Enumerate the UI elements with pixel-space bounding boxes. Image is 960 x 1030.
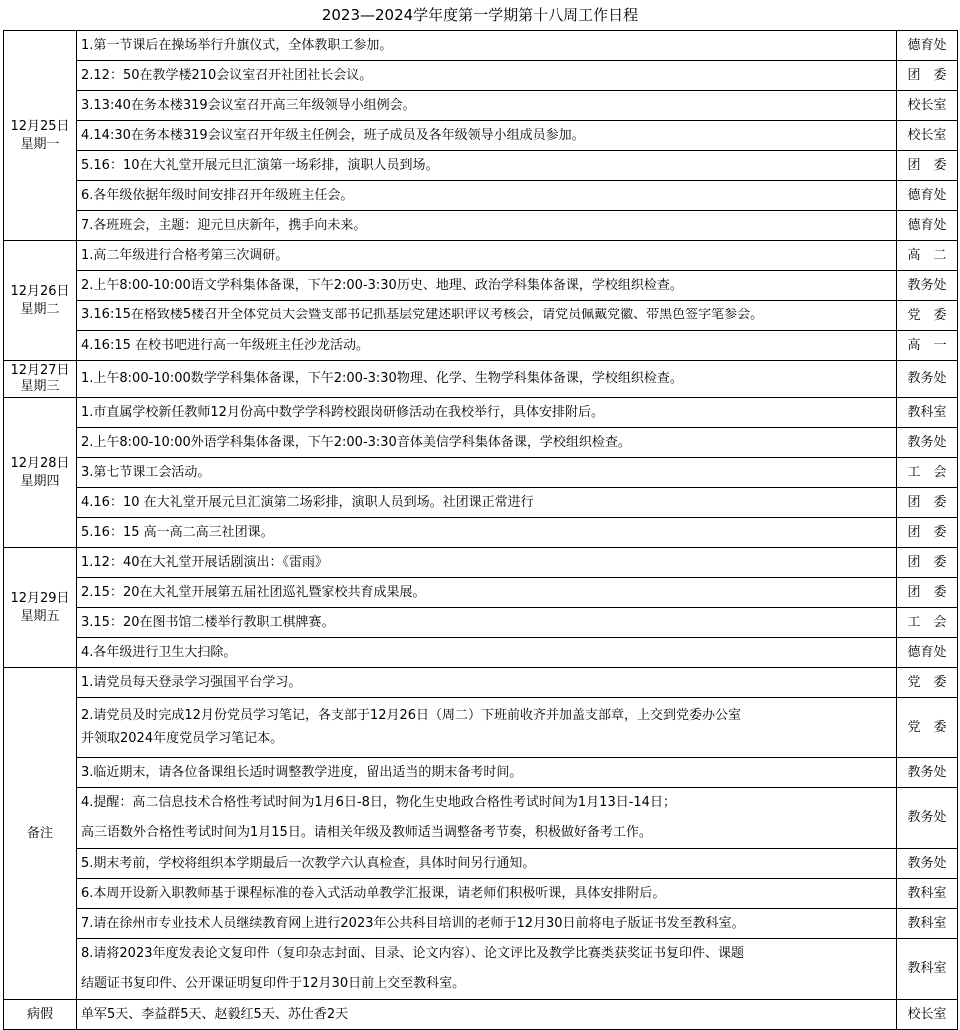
note-text: 3.临近期末，请各位备课组长适时调整教学进度，留出适当的期末备考时间。 — [77, 758, 897, 788]
day-date: 12月29日 — [10, 590, 70, 606]
task-text-wrapped — [77, 301, 897, 331]
task-dept: 团 委 — [897, 518, 958, 548]
task-text: 1.12：40在大礼堂开展话剧演出：《雷雨》 — [77, 548, 897, 578]
day-cell — [4, 548, 77, 668]
task-dept: 高 一 — [897, 331, 958, 361]
task-text: 1.第一节课后在操场举行升旗仪式，全体教职工参加。 — [77, 31, 897, 61]
note-line: 4.提醒：高二信息技术合格性考试时间为1月6日-8日，物化生史地政合格性考试时间为1月13日-14日； — [81, 795, 676, 810]
table-row — [4, 488, 958, 518]
note-line: 2.请党员及时完成12月份党员学习笔记，各支部于12月26日（周二）下班前收齐并加盖支部章，上交到党委办公室 — [81, 707, 742, 723]
note-dept: 教务处 — [897, 758, 958, 788]
task-text: 4.16：10 在大礼堂开展元旦汇演第二场彩排，演职人员到场。社团课正常进行 — [77, 488, 897, 518]
day-weekday: 星期四 — [20, 473, 60, 489]
table-row — [4, 758, 958, 788]
day-cell — [4, 398, 77, 548]
page-title: 2023—2024学年度第一学期第十八周工作日程 — [321, 6, 639, 24]
table-row — [4, 271, 958, 301]
task-dept: 团 委 — [897, 578, 958, 608]
note-line: 结题证书复印件、公开课证明复印件于12月30日前上交至教科室。 — [81, 976, 466, 991]
note-line: 8.请将2023年度发表论文复印件（复印杂志封面、目录、论文内容）、论文评比及教学比赛类获奖证书复印件、课题 — [81, 946, 744, 961]
task-dept: 教务处 — [897, 428, 958, 458]
day-weekday: 星期一 — [20, 136, 60, 152]
table-row — [4, 698, 958, 758]
note-text: 6.本周开设新入职教师基于课程标准的卷入式活动单教学汇报课，请老师们积极听课，具体安排附后。 — [77, 879, 897, 909]
task-dept: 教科室 — [897, 398, 958, 428]
table-row — [4, 849, 958, 879]
task-text: 2.12：50在教学楼210会议室召开社团社长会议。 — [77, 61, 897, 91]
task-dept: 团 委 — [897, 488, 958, 518]
note-text: 7.请在徐州市专业技术人员继续教育网上进行2023年公共科目培训的老师于12月30日前将电子版证书发至教科室。 — [77, 909, 897, 939]
table-row — [4, 1000, 958, 1030]
task-text: 3.16:15在格致楼5楼召开全体党员大会暨支部书记抓基层党建述职评议考核会，请党员佩戴党徽、带黑色签字笔参会。 — [81, 307, 764, 322]
table-row — [4, 398, 958, 428]
table-row — [4, 909, 958, 939]
note-text-multi — [77, 939, 897, 1000]
task-dept: 团 委 — [897, 151, 958, 181]
day-cell — [4, 31, 77, 241]
note-dept: 党 委 — [897, 698, 958, 758]
task-text: 5.16：10在大礼堂开展元旦汇演第一场彩排，演职人员到场。 — [77, 151, 897, 181]
day-date: 12月25日 — [10, 118, 70, 134]
note-text-multi — [77, 788, 897, 849]
task-text: 3.15：20在图书馆二楼举行教职工棋牌赛。 — [77, 608, 897, 638]
day-cell — [4, 361, 77, 398]
task-text: 1.市直属学校新任教师12月份高中数学学科跨校跟岗研修活动在我校举行，具体安排附后。 — [77, 398, 897, 428]
task-text: 6.各年级依据年级时间安排召开年级班主任会。 — [77, 181, 897, 211]
table-row — [4, 211, 958, 241]
table-row — [4, 879, 958, 909]
task-text: 4.各年级进行卫生大扫除。 — [77, 638, 897, 668]
table-row — [4, 548, 958, 578]
task-text: 2.上午8:00-10:00外语学科集体备课，下午2:00-3:30音体美信学科集体备课，学校组织检查。 — [77, 428, 897, 458]
table-row — [4, 241, 958, 271]
task-dept: 教务处 — [897, 361, 958, 398]
task-text: 1.高二年级进行合格考第三次调研。 — [77, 241, 897, 271]
task-text: 2.15：20在大礼堂开展第五届社团巡礼暨家校共育成果展。 — [77, 578, 897, 608]
table-row — [4, 61, 958, 91]
task-dept: 德育处 — [897, 31, 958, 61]
note-text-multi — [77, 698, 897, 758]
note-dept: 教科室 — [897, 939, 958, 1000]
schedule-table — [3, 30, 958, 1030]
table-row — [4, 939, 958, 1000]
day-date: 12月27日 — [10, 363, 70, 378]
table-row — [4, 638, 958, 668]
day-weekday: 星期五 — [20, 608, 60, 624]
table-row — [4, 361, 958, 398]
note-text: 5.期末考前，学校将组织本学期最后一次教学六认真检查，具体时间另行通知。 — [77, 849, 897, 879]
day-weekday: 星期三 — [20, 379, 60, 394]
table-row — [4, 121, 958, 151]
table-row — [4, 518, 958, 548]
note-dept: 教务处 — [897, 849, 958, 879]
day-weekday: 星期二 — [20, 301, 60, 317]
day-date: 12月28日 — [10, 455, 70, 471]
task-dept: 团 委 — [897, 61, 958, 91]
task-text: 4.14:30在务本楼319会议室召开年级主任例会，班子成员及各年级领导小组成员参加。 — [77, 121, 897, 151]
task-text: 4.16:15 在校书吧进行高一年级班主任沙龙活动。 — [77, 331, 897, 361]
task-text: 7.各班班会，主题：迎元旦庆新年，携手向未来。 — [77, 211, 897, 241]
note-dept: 教科室 — [897, 909, 958, 939]
task-text: 5.16：15 高一高二高三社团课。 — [77, 518, 897, 548]
task-dept: 高 二 — [897, 241, 958, 271]
sick-leave-text: 单军5天、李益群5天、赵毅红5天、苏仕香2天 — [77, 1000, 897, 1030]
task-dept: 团 委 — [897, 548, 958, 578]
task-dept: 教务处 — [897, 271, 958, 301]
day-cell — [4, 241, 77, 361]
notes-label: 备注 — [4, 668, 77, 1000]
table-row — [4, 91, 958, 121]
note-text: 1.请党员每天登录学习强国平台学习。 — [77, 668, 897, 698]
sick-leave-label: 病假 — [4, 1000, 77, 1030]
table-row — [4, 301, 958, 331]
task-dept: 校长室 — [897, 91, 958, 121]
task-dept: 校长室 — [897, 121, 958, 151]
table-row — [4, 428, 958, 458]
task-dept: 德育处 — [897, 211, 958, 241]
task-dept: 德育处 — [897, 181, 958, 211]
task-dept: 德育处 — [897, 638, 958, 668]
task-text: 3.第七节课工会活动。 — [77, 458, 897, 488]
note-dept: 教务处 — [897, 788, 958, 849]
table-row — [4, 181, 958, 211]
table-row — [4, 151, 958, 181]
table-row — [4, 458, 958, 488]
table-row — [4, 608, 958, 638]
task-text: 1.上午8:00-10:00数学学科集体备课，下午2:00-3:30物理、化学、生物学科集体备课，学校组织检查。 — [77, 361, 897, 398]
table-row — [4, 31, 958, 61]
task-dept: 工 会 — [897, 458, 958, 488]
task-text: 2.上午8:00-10:00语文学科集体备课，下午2:00-3:30历史、地理、政治学科集体备课，学校组织检查。 — [77, 271, 897, 301]
note-dept: 党 委 — [897, 668, 958, 698]
sick-leave-dept: 校长室 — [897, 1000, 958, 1030]
task-dept: 工 会 — [897, 608, 958, 638]
note-line: 并领取2024年度党员学习笔记本。 — [81, 730, 284, 746]
note-dept: 教科室 — [897, 879, 958, 909]
table-row — [4, 578, 958, 608]
table-row — [4, 331, 958, 361]
note-line: 高三语数外合格性考试时间为1月15日。请相关年级及教师适当调整备考节奏，积极做好备考工作。 — [81, 825, 652, 840]
task-dept: 党 委 — [897, 301, 958, 331]
table-row — [4, 788, 958, 849]
task-text: 3.13:40在务本楼319会议室召开高三年级领导小组例会。 — [77, 91, 897, 121]
table-row — [4, 668, 958, 698]
day-date: 12月26日 — [10, 283, 70, 299]
